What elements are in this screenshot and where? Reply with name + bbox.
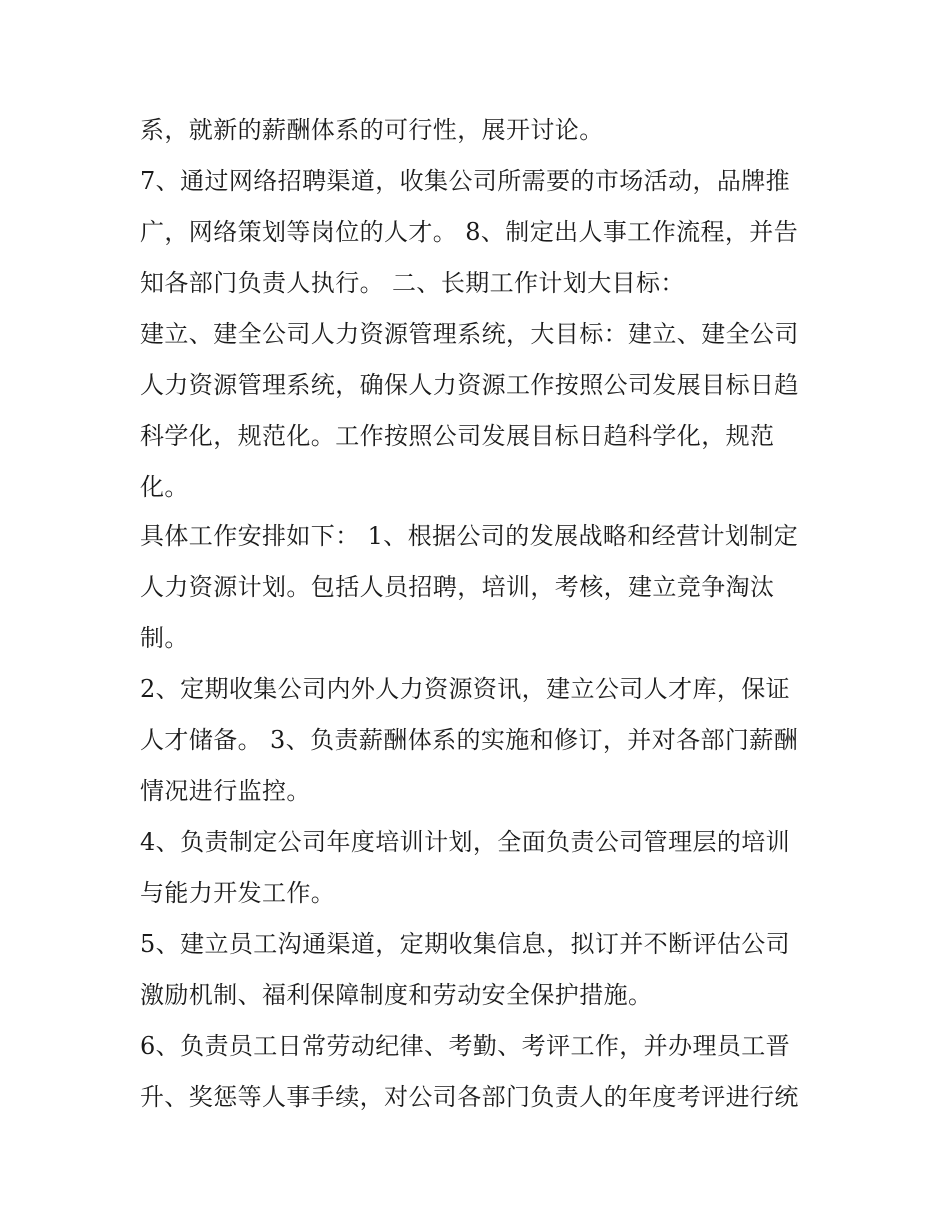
text-line: 激励机制、福利保障制度和劳动安全保护措施。	[140, 981, 653, 1009]
text-line: 4、负责制定公司年度培训计划，全面负责公司管理层的培训	[140, 828, 791, 856]
text-line: 人力资源管理系统，确保人力资源工作按照公司发展目标日趋	[140, 371, 799, 399]
text-line: 系，就新的薪酬体系的可行性，展开讨论。	[140, 116, 604, 144]
text-line: 科学化，规范化。工作按照公司发展目标日趋科学化，规范	[140, 422, 775, 450]
text-line: 化。	[140, 473, 189, 501]
text-line: 升、奖惩等人事手续，对公司各部门负责人的年度考评进行统	[140, 1083, 799, 1111]
text-line: 制。	[140, 624, 189, 652]
text-line: 2、定期收集公司内外人力资源资讯，建立公司人才库，保证	[140, 675, 791, 703]
text-line: 人才储备。 3、负责薪酬体系的实施和修订，并对各部门薪酬	[140, 726, 799, 754]
text-line: 具体工作安排如下： 1、根据公司的发展战略和经营计划制定	[140, 522, 799, 550]
text-line: 建立、建全公司人力资源管理系统，大目标：建立、建全公司	[140, 320, 799, 348]
text-line: 情况进行监控。	[140, 777, 311, 805]
text-line: 与能力开发工作。	[140, 879, 336, 907]
text-line: 7、通过网络招聘渠道，收集公司所需要的市场活动，品牌推	[140, 167, 791, 195]
text-line: 知各部门负责人执行。 二、长期工作计划大目标：	[140, 269, 685, 297]
text-line: 人力资源计划。包括人员招聘，培训，考核，建立竞争淘汰	[140, 573, 775, 601]
text-line: 5、建立员工沟通渠道，定期收集信息，拟订并不断评估公司	[140, 930, 791, 958]
text-line: 广，网络策划等岗位的人才。 8、制定出人事工作流程，并告	[140, 218, 799, 246]
text-line: 6、负责员工日常劳动纪律、考勤、考评工作，并办理员工晋	[140, 1032, 791, 1060]
